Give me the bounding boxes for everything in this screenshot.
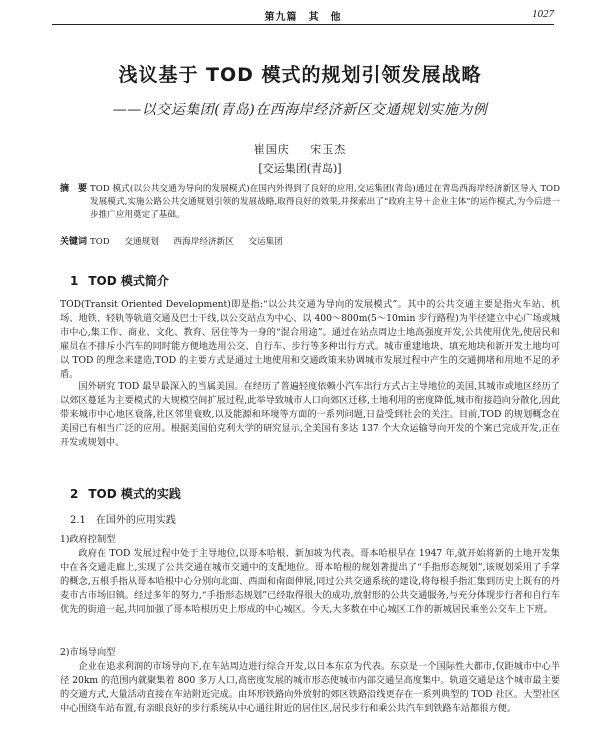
section-number: 1 [70, 274, 79, 288]
keyword: 西海岸经济新区 [173, 237, 234, 247]
paper-subtitle: ——以交运集团(青岛)在西海岸经济新区交通规划实施为例 [112, 102, 488, 118]
section-heading [70, 485, 181, 502]
abstract-text: TOD 模式(以公共交通为导向的发展模式)在国内外得到了良好的应用,交运集团(青岛)通过在青岛西海岸经济新区导入 TOD 发展模式,实施公路公共交通规划引领的发展战略,取得良好的效果,并探索出了“政府主导＋企业主体”的运作模式,为今后进一步推广应用奠定了基础。 [90, 184, 560, 220]
author-list [0, 141, 600, 157]
page-number: 1027 [532, 8, 554, 20]
section-title: TOD 模式的实践 [88, 487, 181, 501]
paragraph: 国外研究 TOD 最早最深入的当属美国。在经历了普遍轻度依赖小汽车出行方式占主导地位的美国,其城市或地区经历了以郊区蔓延为主要模式的大规模空间扩展过程,此举导致城市人口向郊区迁移,土地利用的密度降低,城市衔接趋向分散化,因此带来城市中心地区衰落,社区邻里衰败,以及能源和环境等方面的一系列问题,日益受到社会的关注。目前,TOD 的规划概念在美国已有相当广泛的应用。根据美国伯克利大学的研究显示,全美国有多达 137 个大众运输导向开发的个案已完成开发,正在开发或规划中。 [60, 381, 560, 448]
paper-title: 浅议基于 TOD 模式的规划引领发展战略 [118, 64, 482, 86]
author-name: 崔国庆 [253, 143, 290, 156]
keyword: 交运集团 [248, 237, 283, 247]
paragraph: 企业在追求利润的市场导向下,在车站周边进行综合开发,以日本东京为代表。东京是一个国际性大都市,仅距城市中心半径 20km 的范围内就聚集着 800 多万人口,高密度发展的城市形态使城市内部交通呈高度集中。轨道交通是这个城市最主要的交通方式,大量活动直接在车站附近完成。由环形铁路向外放射的郊区铁路沿线更存在一系列典型的 TOD 社区。大型社区中心围绕车站布置,有亲眼良好的步行系统从中心通往附近的居住区,居民步行和乘公共汽车到铁路车站都很方便。 [60, 661, 560, 714]
keyword: TOD [90, 237, 110, 247]
keyword: 交通规划 [124, 237, 159, 247]
running-header [52, 8, 554, 25]
keywords-list [90, 236, 560, 249]
keywords [60, 236, 560, 249]
abstract [60, 183, 560, 222]
author-name: 宋玉杰 [310, 143, 347, 156]
section-title: TOD 模式简介 [88, 274, 169, 288]
section-heading [70, 272, 169, 289]
paragraph: 政府在 TOD 发展过程中处于主导地位,以哥本哈根、新加坡为代表。哥本哈根早在 1947 年,就开始将新的土地开发集中在各交通走廊上,实现了公共交通在城市交通中的支配地位。哥本哈根的规划著提出了“手指形态规划”,该规划采用了手掌的概念,五根手指从哥本哈根中心分别向北面、西面和南面伸展,同过公共交通系统的建设,将每根手指汇集到历史上既有的丹麦市古市场旧镇。经过多年的努力,“手指形态规划”已经取得很大的成功,放射形的公共交通服务,与充分体现步行者和自行车优先的街道一起,共同加强了哥本哈根历史上形成的中心城区。今天,大多数在中心城区工作的新城居民乘坐公交车上下班。 [60, 548, 560, 615]
subsubsection-heading: 2)市场导向型 [60, 647, 116, 658]
abstract-label: 摘 要 [60, 184, 88, 194]
running-header-section: 第九篇 其 他 [264, 12, 342, 23]
subsection-heading: 2.1 在国外的应用实践 [70, 515, 176, 526]
subsubsection-heading: 1)政府控制型 [60, 534, 116, 545]
affiliation: [交运集团(青岛)] [258, 162, 342, 175]
keywords-label: 关键词 [60, 237, 88, 247]
paragraph: TOD(Transit Oriented Development)即是指:“以公共交通为导向的发展模式”。其中的公共交通主要是指火车站、机场、地铁、轻轨等轨道交通及巴士干线,以公交站点为中心、以 400～800m(5～10min 步行路程)为半径建立中心广场或城市中心,集工作、商业、文化、教育、居住等为一身的“混合用途”。通过在站点周边土地高强度开发,公共使用优先,使居民和雇员在不排斥小汽车的同时能方便地选用公交、自行车、步行等多种出行方式。城市重建地块、填充地块和新开发土地均可以 TOD 的理念来建造,TOD 的主要方式是通过土地使用和交通政策来协调城市发展过程中产生的交通拥堵和用地不足的矛盾。 [60, 299, 560, 380]
section-number: 2 [70, 487, 79, 501]
